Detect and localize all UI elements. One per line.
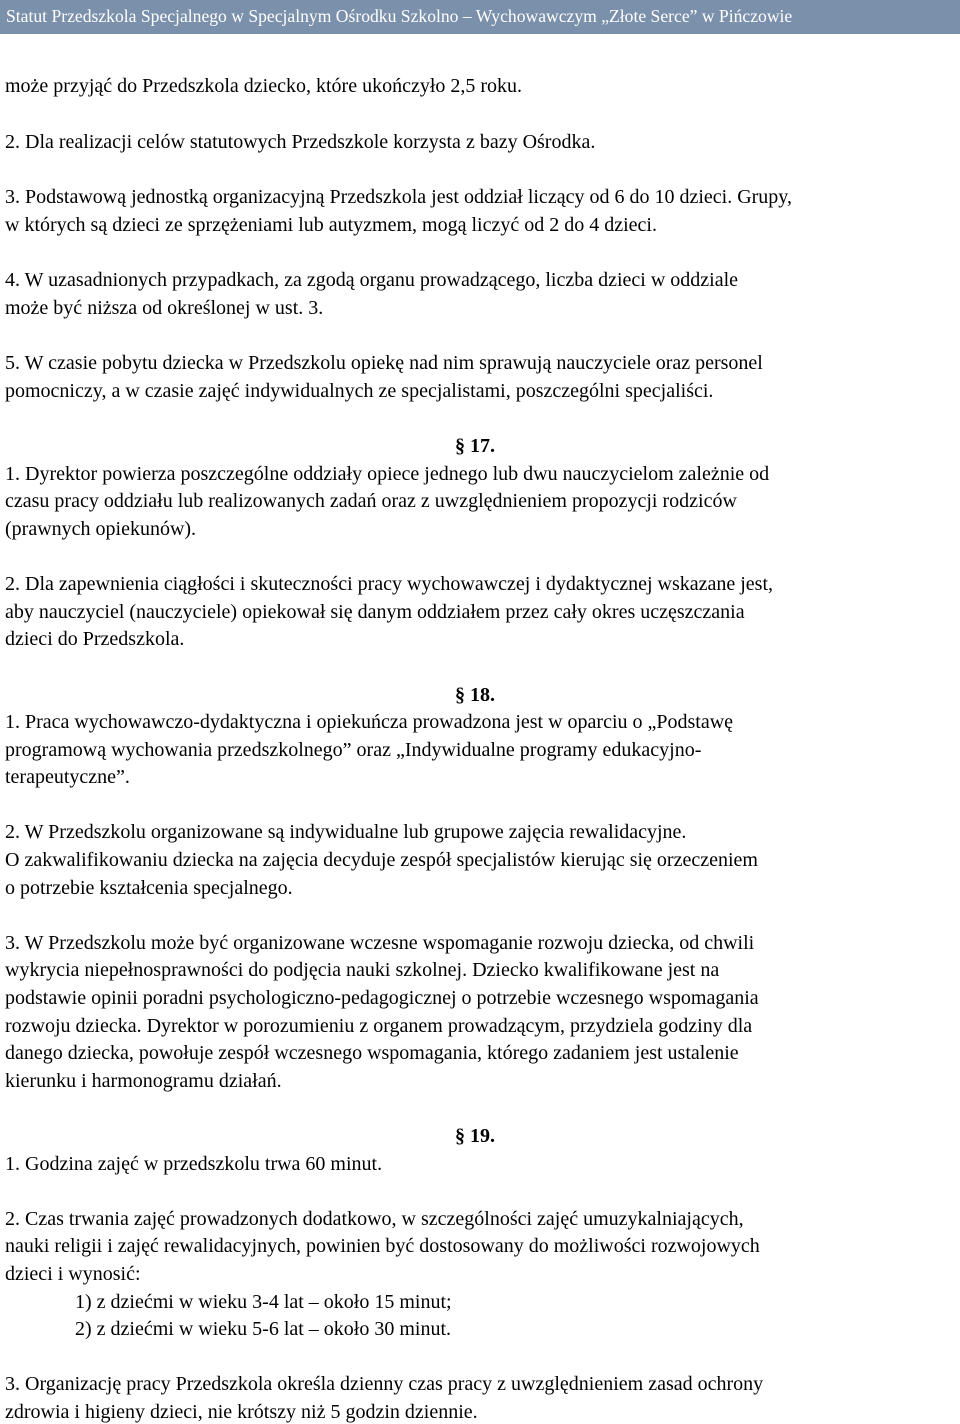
- section-heading: § 18.: [455, 684, 495, 706]
- header-title: Statut Przedszkola Specjalnego w Specjalnym Ośrodku Szkolno – Wychowawczym „Złote Serce” w Pińczowie: [6, 6, 793, 26]
- paragraph-line: O zakwalifikowaniu dziecka na zajęcia decyduje zespół specjalistów kierując się orzeczeniem: [5, 849, 758, 871]
- paragraph-line: może być niższa od określonej w ust. 3.: [5, 297, 324, 319]
- paragraph-line: dzieci do Przedszkola.: [5, 628, 185, 650]
- paragraph-line: rozwoju dziecka. Dyrektor w porozumieniu z organem prowadzącym, przydziela godziny dla: [5, 1015, 753, 1037]
- paragraph-line: aby nauczyciel (nauczyciele) opiekował się danym oddziałem przez cały okres uczęszczania: [5, 601, 745, 623]
- paragraph-line: 2. Dla realizacji celów statutowych Przedszkole korzysta z bazy Ośrodka.: [5, 131, 596, 153]
- paragraph-line: zdrowia i higieny dzieci, nie krótszy niż 5 godzin dziennie.: [5, 1401, 478, 1423]
- paragraph-line: w których są dzieci ze sprzężeniami lub autyzmem, mogą liczyć od 2 do 4 dzieci.: [5, 214, 657, 236]
- paragraph-line: kierunku i harmonogramu działań.: [5, 1070, 282, 1092]
- paragraph-line: 3. W Przedszkolu może być organizowane wczesne wspomaganie rozwoju dziecka, od chwili: [5, 932, 755, 954]
- paragraph-line: może przyjąć do Przedszkola dziecko, które ukończyło 2,5 roku.: [5, 75, 523, 97]
- paragraph-line: 2. Czas trwania zajęć prowadzonych dodatkowo, w szczególności zajęć umuzykalniających,: [5, 1208, 744, 1230]
- paragraph-line: o potrzebie kształcenia specjalnego.: [5, 877, 293, 899]
- paragraph-line: 3. Organizację pracy Przedszkola określa dzienny czas pracy z uwzględnieniem zasad ochrony: [5, 1373, 764, 1395]
- paragraph-line: 4. W uzasadnionych przypadkach, za zgodą organu prowadzącego, liczba dzieci w oddziale: [5, 269, 739, 291]
- list-item: 1) z dziećmi w wieku 3-4 lat – około 15 minut;: [75, 1291, 452, 1313]
- paragraph-line: nauki religii i zajęć rewalidacyjnych, powinien być dostosowany do możliwości rozwojowych: [5, 1235, 760, 1257]
- running-header: [0, 0, 960, 34]
- paragraph-line: 3. Podstawową jednostką organizacyjną Przedszkola jest oddział liczący od 6 do 10 dzieci. Grupy,: [5, 186, 792, 208]
- paragraph-line: 1. Dyrektor powierza poszczególne oddziały opiece jednego lub dwu nauczycielom zależnie od: [5, 463, 770, 485]
- paragraph-line: czasu pracy oddziału lub realizowanych zadań oraz z uwzględnieniem propozycji rodziców: [5, 490, 737, 512]
- section-heading: § 19.: [455, 1125, 495, 1147]
- list-item: 2) z dziećmi w wieku 5-6 lat – około 30 minut.: [75, 1318, 452, 1340]
- section-heading: § 17.: [455, 435, 495, 457]
- paragraph-line: 2. Dla zapewnienia ciągłości i skuteczności pracy wychowawczej i dydaktycznej wskazane jest,: [5, 573, 774, 595]
- paragraph-line: danego dziecka, powołuje zespół wczesnego wspomagania, którego zadaniem jest ustalenie: [5, 1042, 739, 1064]
- paragraph-line: 1. Godzina zajęć w przedszkolu trwa 60 minut.: [5, 1153, 383, 1175]
- paragraph-line: podstawie opinii poradni psychologiczno-pedagogicznej o potrzebie wczesnego wspomagania: [5, 987, 759, 1009]
- paragraph-line: programową wychowania przedszkolnego” oraz „Indywidualne programy edukacyjno-: [5, 739, 702, 761]
- paragraph-line: 1. Praca wychowawczo-dydaktyczna i opiekuńcza prowadzona jest w oparciu o „Podstawę: [5, 711, 734, 733]
- paragraph-line: terapeutyczne”.: [5, 766, 130, 788]
- paragraph-line: (prawnych opiekunów).: [5, 518, 197, 540]
- paragraph-line: 5. W czasie pobytu dziecka w Przedszkolu opiekę nad nim sprawują nauczyciele oraz personel: [5, 352, 763, 374]
- paragraph-line: pomocniczy, a w czasie zajęć indywidualnych ze specjalistami, poszczególni specjaliści.: [5, 380, 714, 402]
- paragraph-line: wykrycia niepełnosprawności do podjęcia nauki szkolnej. Dziecko kwalifikowane jest na: [5, 959, 720, 981]
- paragraph-line: 2. W Przedszkolu organizowane są indywidualne lub grupowe zajęcia rewalidacyjne.: [5, 821, 687, 843]
- paragraph-line: dzieci i wynosić:: [5, 1263, 141, 1285]
